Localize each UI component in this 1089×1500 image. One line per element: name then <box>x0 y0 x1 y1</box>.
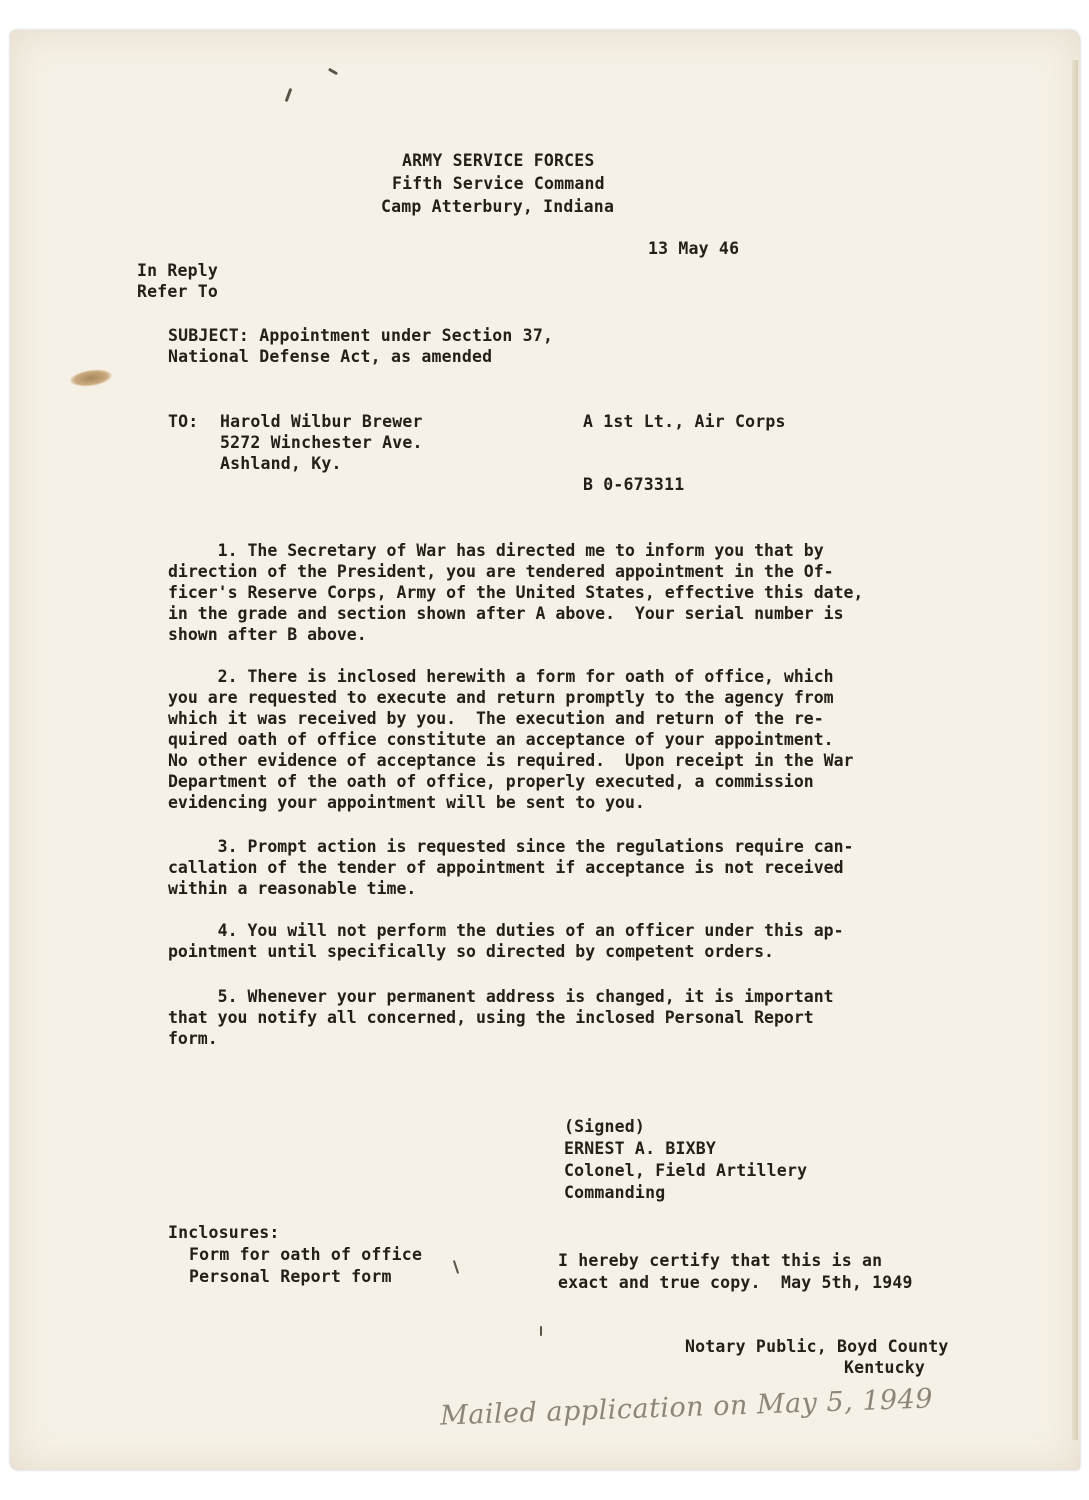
paragraph-line: 2. There is inclosed herewith a form for oath of office, which <box>168 667 834 686</box>
notary-line-2: Kentucky <box>844 1358 926 1377</box>
inclosure-item-1: Form for oath of office <box>189 1245 423 1264</box>
signature-role: Commanding <box>564 1183 666 1202</box>
paragraph-line: form. <box>168 1029 218 1048</box>
subject-line-1: SUBJECT: Appointment under Section 37, <box>168 326 554 345</box>
reply-line-1: In Reply <box>137 261 219 280</box>
certification-line-1: I hereby certify that this is an <box>558 1251 883 1270</box>
subject-line-2: National Defense Act, as amended <box>168 347 493 366</box>
reply-line-2: Refer To <box>137 282 219 301</box>
paragraph-1 <box>168 540 863 645</box>
to-label: TO: <box>168 412 199 431</box>
letterhead-line-2: Fifth Service Command <box>392 174 605 193</box>
recipient-city: Ashland, Ky. <box>220 454 342 473</box>
paragraph-4 <box>168 920 844 962</box>
paragraph-line: 1. The Secretary of War has directed me to inform you that by <box>168 541 824 560</box>
paragraph-line: direction of the President, you are tendered appointment in the Of- <box>168 562 834 581</box>
paragraph-line: 4. You will not perform the duties of an officer under this ap- <box>168 921 844 940</box>
pencil-mark <box>540 1326 542 1336</box>
paper-edge <box>1072 60 1078 1440</box>
paragraph-line: evidencing your appointment will be sent to you. <box>168 793 645 812</box>
recipient-name: Harold Wilbur Brewer <box>220 412 423 431</box>
paragraph-line: Department of the oath of office, properly executed, a commission <box>168 772 814 791</box>
paragraph-line: callation of the tender of appointment if acceptance is not received <box>168 858 844 877</box>
paragraph-3 <box>168 836 853 899</box>
signature-rank: Colonel, Field Artillery <box>564 1161 808 1180</box>
paragraph-2 <box>168 666 853 813</box>
paragraph-line: you are requested to execute and return promptly to the agency from <box>168 688 834 707</box>
paragraph-line: which it was received by you. The execution and return of the re- <box>168 709 824 728</box>
paragraph-line: that you notify all concerned, using the inclosed Personal Report <box>168 1008 814 1027</box>
signature-name: ERNEST A. BIXBY <box>564 1139 717 1158</box>
paragraph-line: in the grade and section shown after A above. Your serial number is <box>168 604 844 623</box>
letterhead-line-1: ARMY SERVICE FORCES <box>402 151 595 170</box>
paragraph-line: 5. Whenever your permanent address is changed, it is important <box>168 987 834 1006</box>
paragraph-line: within a reasonable time. <box>168 879 417 898</box>
recipient-street: 5272 Winchester Ave. <box>220 433 423 452</box>
recipient-serial: B 0-673311 <box>583 475 685 494</box>
paragraph-line: No other evidence of acceptance is required. Upon receipt in the War <box>168 751 854 770</box>
paragraph-line: 3. Prompt action is requested since the regulations require can- <box>168 837 854 856</box>
paragraph-line: ficer's Reserve Corps, Army of the United States, effective this date, <box>168 583 864 602</box>
signature-signed: (Signed) <box>564 1117 646 1136</box>
notary-line-1: Notary Public, Boyd County <box>685 1337 949 1356</box>
certification-line-2: exact and true copy. May 5th, 1949 <box>558 1273 913 1292</box>
inclosure-item-2: Personal Report form <box>189 1267 392 1286</box>
paragraph-line: quired oath of office constitute an acceptance of your appointment. <box>168 730 834 749</box>
paragraph-line: pointment until specifically so directed by competent orders. <box>168 942 774 961</box>
handwritten-note: Mailed application on May 5, 1949 <box>439 1383 934 1432</box>
letterhead-line-3: Camp Atterbury, Indiana <box>381 197 615 216</box>
recipient-grade: A 1st Lt., Air Corps <box>583 412 786 431</box>
letter-date: 13 May 46 <box>648 239 740 258</box>
inclosures-label: Inclosures: <box>168 1223 280 1242</box>
paragraph-line: shown after B above. <box>168 625 367 644</box>
paragraph-5 <box>168 986 834 1049</box>
